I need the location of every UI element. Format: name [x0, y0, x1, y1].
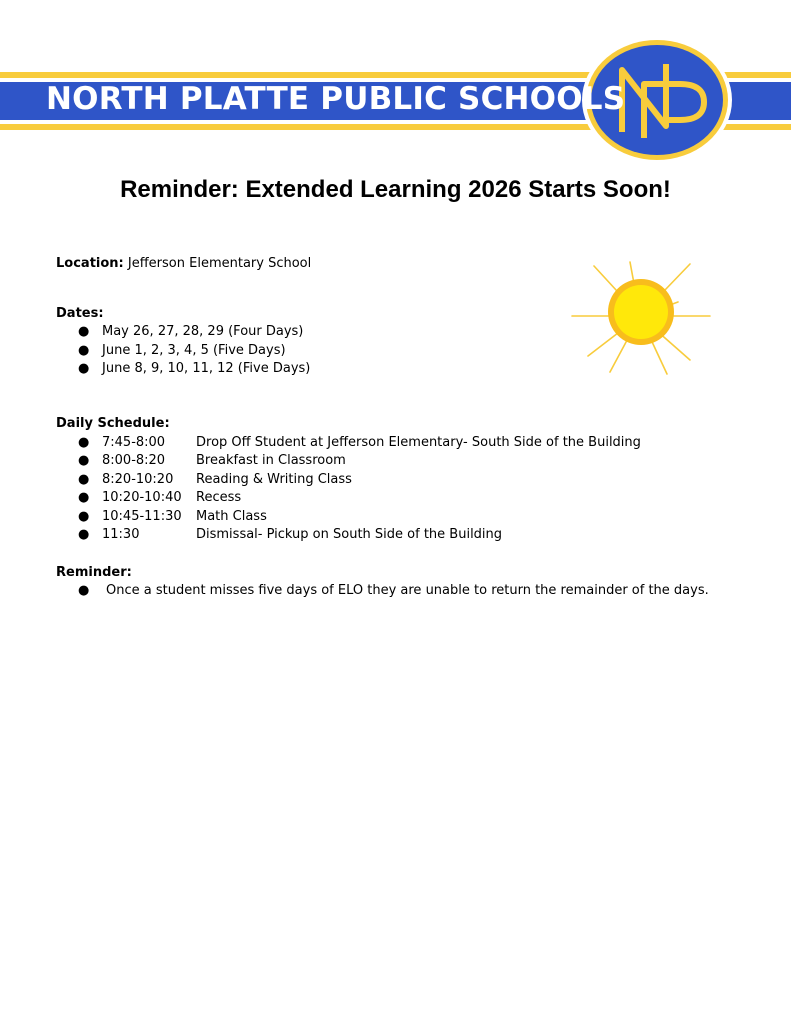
bullet-icon: ● — [78, 361, 90, 376]
bullet-icon: ● — [78, 490, 90, 505]
schedule-time: 11:30 — [102, 527, 140, 542]
reminder-label: Reminder: — [56, 565, 132, 580]
location-label: Location: — [56, 256, 124, 271]
schedule-time: 10:20-10:40 — [102, 490, 182, 505]
schedule-activity: Math Class — [196, 509, 267, 524]
schedule-activity: Drop Off Student at Jefferson Elementary- South Side of the Building — [196, 435, 641, 450]
bullet-icon: ● — [78, 435, 90, 450]
bullet-icon: ● — [78, 343, 90, 358]
schedule-activity: Reading & Writing Class — [196, 472, 352, 487]
schedule-activity: Dismissal- Pickup on South Side of the Building — [196, 527, 503, 542]
date-text: June 1, 2, 3, 4, 5 (Five Days) — [102, 343, 286, 358]
bullet-icon: ● — [78, 472, 90, 487]
schedule-time: 8:20-10:20 — [102, 472, 174, 487]
schedule-time: 8:00-8:20 — [102, 453, 166, 468]
schedule-time: 7:45-8:00 — [102, 435, 166, 450]
location-value: Jefferson Elementary School — [127, 256, 312, 271]
bullet-icon: ● — [78, 509, 90, 524]
bullet-icon: ● — [78, 453, 90, 468]
date-text: June 8, 9, 10, 11, 12 (Five Days) — [102, 361, 311, 376]
date-text: May 26, 27, 28, 29 (Four Days) — [102, 324, 304, 339]
banner-title: NORTH PLATTE PUBLIC SCHOOLS — [46, 81, 626, 117]
sun-icon — [570, 260, 715, 378]
schedule-label: Daily Schedule: — [56, 416, 170, 431]
reminder-text: Once a student misses five days of ELO they are unable to return the remainder of the days. — [106, 583, 709, 598]
schedule-activity: Breakfast in Classroom — [196, 453, 346, 468]
dates-label: Dates: — [56, 306, 104, 321]
bullet-icon: ● — [78, 324, 90, 339]
schedule-time: 10:45-11:30 — [102, 509, 182, 524]
page-title: Reminder: Extended Learning 2026 Starts Soon! — [120, 176, 671, 203]
bullet-icon: ● — [78, 527, 90, 542]
bullet-icon: ● — [78, 583, 90, 598]
location-line — [56, 256, 311, 271]
schedule-activity: Recess — [196, 490, 242, 505]
